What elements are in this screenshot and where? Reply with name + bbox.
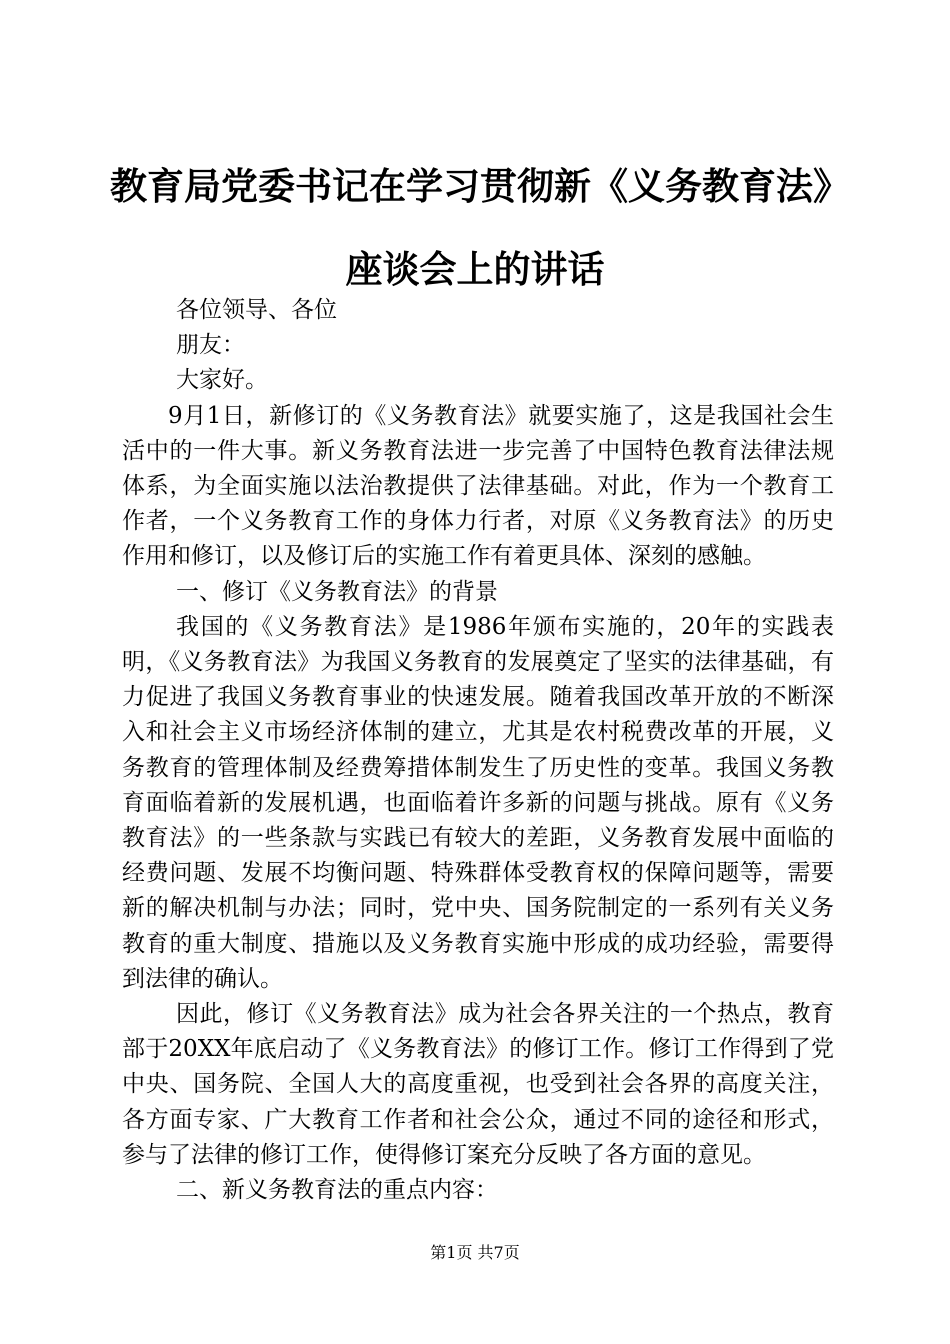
paragraph-intro: 9月1日，新修订的《义务教育法》就要实施了，这是我国社会生活中的一件大事。新义务教育法进一步完善了中国特色教育法律法规体系，为全面实施以法治教提供了法律基础。对此，作为一个教育工作者，一个义务教育工作的身体力行者，对原《义务教育法》的历史作用和修订，以及修订后的实施工作有着更具体、深刻的感触。	[122, 402, 834, 570]
section-heading-1: 一、修订《义务教育法》的背景	[176, 578, 498, 605]
document-title-line-2: 座谈会上的讲话	[345, 247, 605, 291]
page-number-footer: 第1页 共7页	[430, 1243, 520, 1262]
paragraph-background: 我国的《义务教育法》是1986年颁布实施的，20年的实践表明，《义务教育法》为我国义务教育的发展奠定了坚实的法律基础，有力促进了我国义务教育事业的快速发展。随着我国改革开放的不断深入和社会主义市场经济体制的建立，尤其是农村税费改革的开展，义务教育的管理体制及经费筹措体制发生了历史性的变革。我国义务教育面临着新的发展机遇，也面临着许多新的问题与挑战。原有《义务教育法》的一些条款与实践已有较大的差距，义务教育发展中面临的经费问题、发展不均衡问题、特殊群体受教育权的保障问题等，需要新的解决机制与办法；同时，党中央、国务院制定的一系列有关义务教育的重大制度、措施以及义务教育实施中形成的成功经验，需要得到法律的确认。	[122, 613, 834, 992]
paragraph-revision: 因此，修订《义务教育法》成为社会各界关注的一个热点，教育部于20XX年底启动了《义务教育法》的修订工作。修订工作得到了党中央、国务院、全国人大的高度重视，也受到社会各界的高度关注，各方面专家、广大教育工作者和社会公众，通过不同的途径和形式，参与了法律的修订工作，使得修订案充分反映了各方面的意见。	[122, 1001, 834, 1168]
document-body	[122, 293, 834, 1208]
document-title-line-1: 教育局党委书记在学习贯彻新《义务教育法》	[110, 164, 850, 208]
greeting-line-1: 各位领导、各位	[176, 297, 337, 323]
greeting-line-3: 大家好。	[176, 367, 268, 394]
greeting-line-2: 朋友：	[176, 332, 245, 359]
section-heading-2: 二、新义务教育法的重点内容：	[176, 1177, 498, 1204]
